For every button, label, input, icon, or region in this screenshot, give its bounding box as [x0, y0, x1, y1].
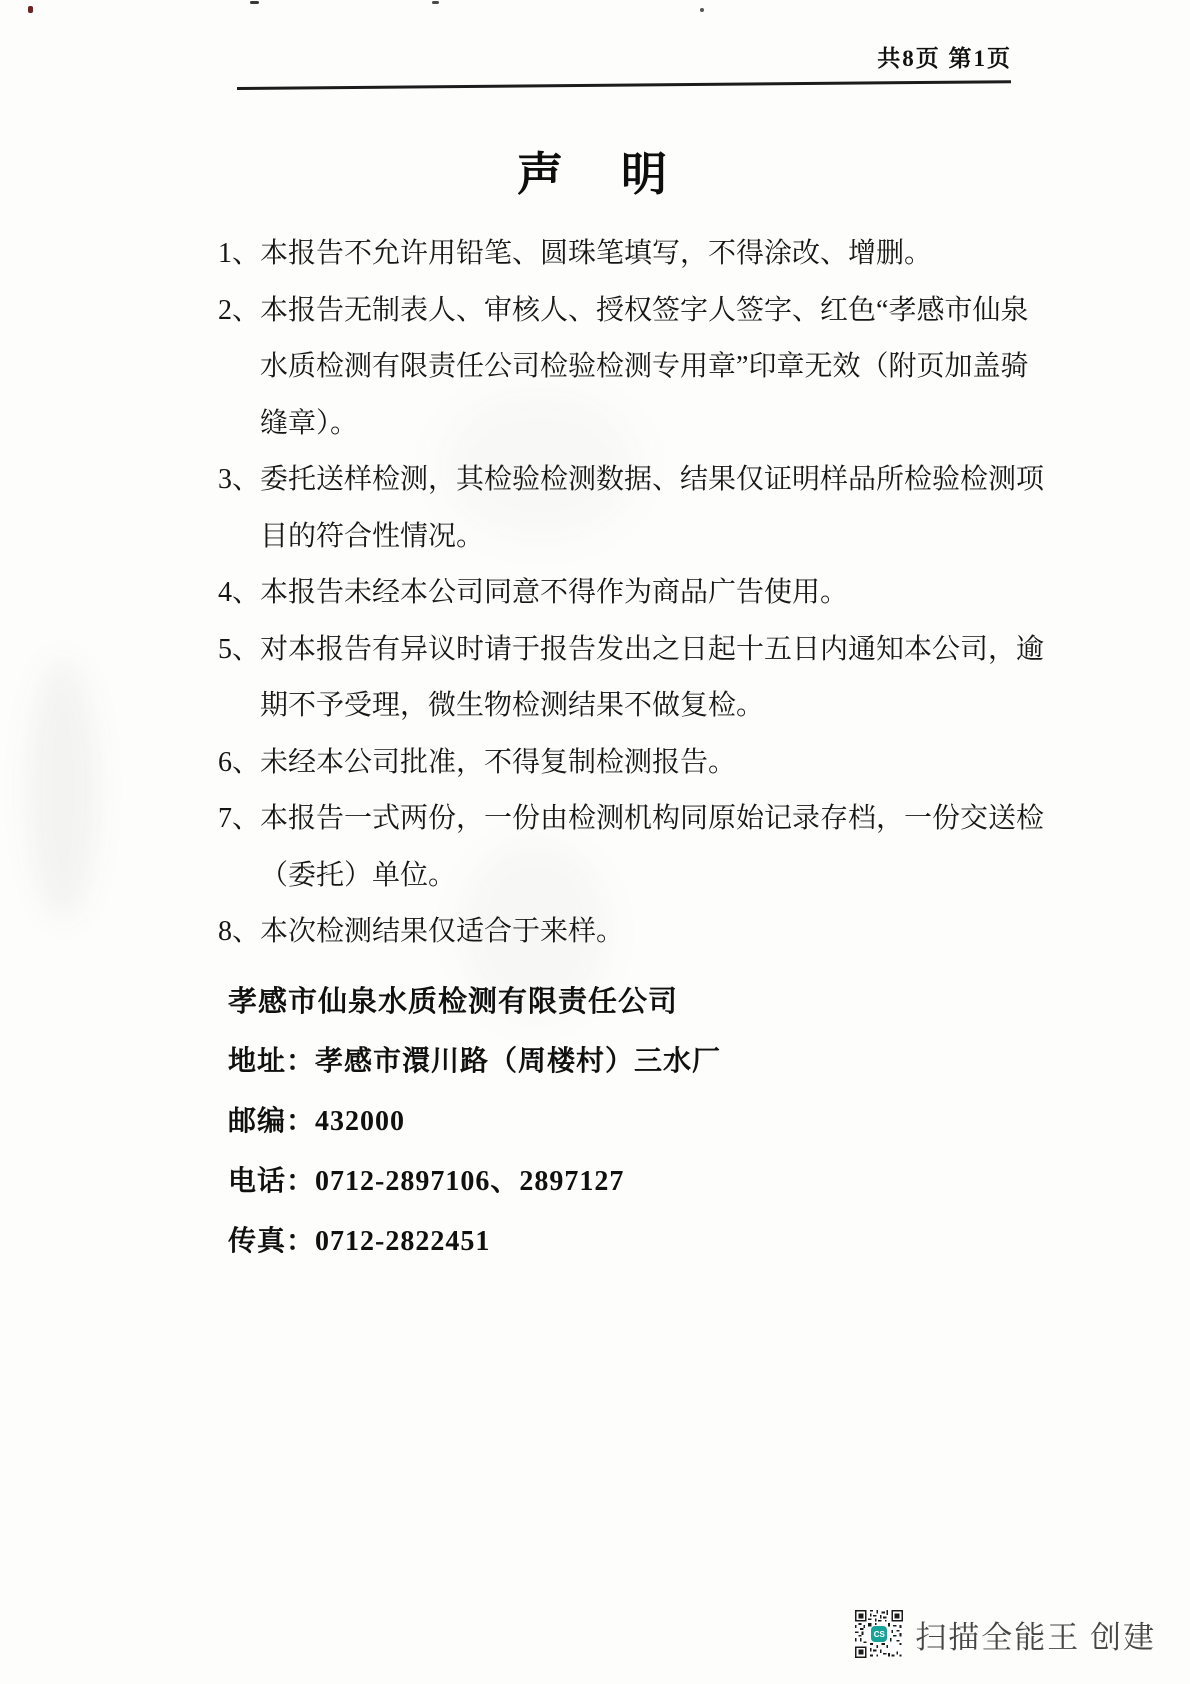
- statement-item-4: [218, 565, 1030, 622]
- statement-line: 本报告不允许用铅笔、圆珠笔填写，不得涂改、增删。: [260, 238, 933, 269]
- company-postal-code: 邮编：432000: [228, 1106, 406, 1137]
- statement-item-2: [218, 283, 1030, 453]
- statement-item-6: [218, 735, 1030, 792]
- statement-item-3: [218, 452, 1045, 565]
- statement-number: 7、: [218, 803, 261, 834]
- company-name: 孝感市仙泉水质检测有限责任公司: [228, 986, 679, 1018]
- header-rule: [237, 80, 1011, 90]
- camscanner-badge: CS: [871, 1626, 887, 1642]
- statements-list: [218, 226, 1045, 961]
- statement-line: 未经本公司批准，不得复制检测报告。: [260, 746, 737, 778]
- company-fax: 传真：0712-2822451: [228, 1226, 491, 1257]
- statement-number: 2、: [218, 294, 261, 326]
- statement-number: 5、: [218, 633, 261, 665]
- statement-item-8: [218, 904, 1030, 961]
- page-indicator: 共8页 第1页: [877, 46, 1012, 71]
- statement-number: 4、: [218, 577, 261, 608]
- statement-line: 本报告无制表人、审核人、授权签字人签字、红色“孝感市仙泉: [260, 294, 1029, 326]
- statement-line: 本次检测结果仅适合于来样。: [260, 916, 625, 947]
- scan-smudge: [28, 660, 98, 920]
- statement-line: 对本报告有异议时请于报告发出之日起十五日内通知本公司，逾: [260, 633, 1045, 665]
- statement-line: （委托）单位。: [260, 859, 457, 891]
- scan-speck: [700, 8, 704, 12]
- statement-number: 6、: [218, 746, 261, 778]
- statement-item-5: [218, 622, 1045, 735]
- statement-line: 委托送样检测，其检验检测数据、结果仅证明样品所检验检测项: [260, 464, 1045, 495]
- page-title: 声 明: [517, 149, 673, 200]
- statement-number: 8、: [218, 916, 261, 947]
- statement-line: 本报告一式两份，一份由检测机构同原始记录存档，一份交送检: [260, 803, 1045, 834]
- company-address: 地址：孝感市澴川路（周楼村）三水厂: [228, 1046, 722, 1077]
- company-phone: 电话：0712-2897106、2897127: [228, 1166, 625, 1197]
- statement-number: 1、: [218, 238, 261, 269]
- scan-speck: [432, 1, 439, 4]
- company-info-block: [228, 972, 721, 1272]
- statement-line: 期不予受理，微生物检测结果不做复检。: [260, 690, 765, 721]
- statement-item-1: [218, 226, 1030, 283]
- statement-line: 目的符合性情况。: [260, 520, 485, 552]
- statement-number: 3、: [218, 464, 261, 495]
- qr-code-icon: [855, 1608, 903, 1660]
- statement-line: 水质检测有限责任公司检验检测专用章”印章无效（附页加盖骑: [260, 351, 1029, 382]
- scanner-credit-footer: [855, 1608, 1156, 1660]
- scan-speck: [28, 6, 33, 13]
- scan-speck: [250, 1, 259, 4]
- scanner-credit-text: 扫描全能王 创建: [915, 1619, 1156, 1655]
- statement-line: 缝章）。: [260, 407, 359, 439]
- statement-line: 本报告未经本公司同意不得作为商品广告使用。: [260, 577, 849, 608]
- statement-item-7: [218, 791, 1045, 904]
